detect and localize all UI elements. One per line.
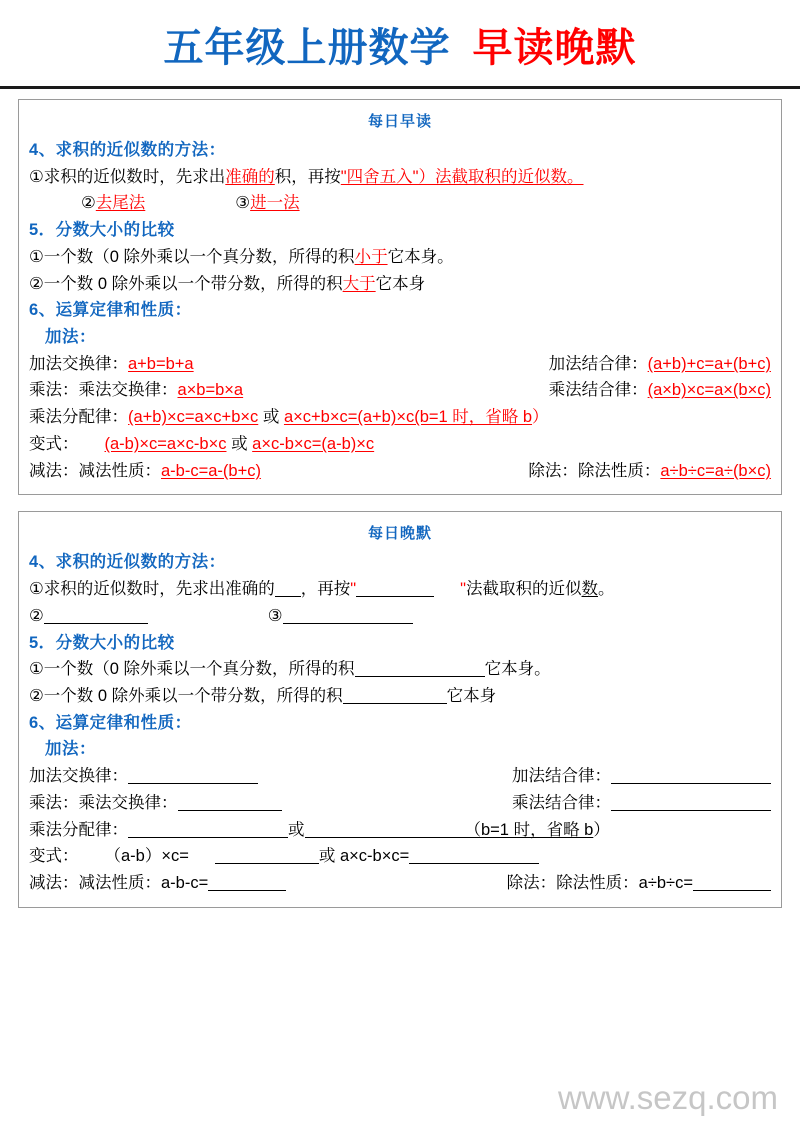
- morning-var-answer-1: (a-b)×c=a×c-b×c: [104, 434, 227, 453]
- morning-4-1-text-a: ①求积的近似数时，先求出: [29, 167, 226, 186]
- evening-heading-4: 4、求积的近似数的方法：: [29, 553, 226, 572]
- morning-mul-comm-label: 乘法：乘法交换律：: [29, 381, 178, 400]
- evening-addition-laws-row: [29, 763, 771, 790]
- morning-mul-distributive-row: [29, 404, 771, 431]
- evening-mul-distributive-row: [29, 817, 771, 844]
- morning-add-comm: [29, 351, 194, 378]
- morning-mul-comm-answer: a×b=b×a: [177, 381, 244, 400]
- evening-4-1-text-b: ，再按: [300, 580, 351, 599]
- morning-mul-assoc-answer: (a×b)×c=a×(b×c): [647, 381, 771, 400]
- evening-5-1-text-a: ①一个数（0 除外乘以一个真分数，所得的积: [29, 660, 355, 679]
- evening-add-assoc: [512, 763, 771, 790]
- morning-4-3-answer: 进一法: [250, 194, 300, 213]
- morning-mul-dist-answer-2: a×c+b×c=(a+b)×c(b=1 时，省略 b: [283, 408, 533, 427]
- morning-item-5-1: [29, 244, 771, 271]
- evening-div-blank[interactable]: [693, 873, 771, 891]
- evening-variant-row: [29, 843, 771, 870]
- morning-mul-dist-close: ）: [532, 408, 549, 427]
- morning-5-2-answer: 大于: [342, 274, 376, 293]
- evening-mul-comm-label: 乘法：乘法交换律：: [29, 793, 178, 812]
- evening-mul-dist-label: 乘法分配律：: [29, 820, 128, 839]
- morning-4-1-text-b: 积，再按: [274, 167, 341, 186]
- morning-subheading-addition: 加法：: [45, 328, 96, 347]
- evening-add-assoc-label: 加法结合律：: [512, 767, 611, 786]
- morning-sub-answer: a-b-c=a-(b+c): [161, 461, 261, 480]
- evening-mul-dist-note: （b=1 时，省略 b: [464, 820, 594, 839]
- morning-mul-assoc-label: 乘法结合律：: [548, 381, 648, 400]
- evening-mul-assoc-blank[interactable]: [611, 793, 771, 811]
- evening-4-2-blank[interactable]: [44, 606, 148, 624]
- morning-add-comm-label: 加法交换律：: [29, 354, 128, 373]
- morning-mul-dist-answer-1: (a+b)×c=a×c+b×c: [128, 408, 259, 427]
- evening-4-1-blank-2[interactable]: [356, 580, 434, 598]
- evening-add-comm: [29, 763, 258, 790]
- morning-add-assoc-label: 加法结合律：: [548, 354, 648, 373]
- evening-division: [507, 870, 771, 897]
- morning-sub-label: 减法：减法性质：: [29, 461, 161, 480]
- morning-heading-4: 4、求积的近似数的方法：: [29, 141, 226, 159]
- evening-5-1-blank[interactable]: [355, 660, 485, 678]
- morning-var-or: 或: [231, 434, 248, 453]
- evening-4-1-blank-1[interactable]: [275, 580, 301, 598]
- evening-item-4-23: [29, 603, 771, 630]
- evening-sub-blank[interactable]: [208, 873, 286, 891]
- evening-var-blank-2[interactable]: [409, 847, 539, 865]
- evening-multiplication-laws-row: [29, 790, 771, 817]
- morning-heading-5: 5．分数大小的比较: [29, 221, 175, 240]
- morning-item-5-2: [29, 271, 771, 298]
- morning-5-1-answer: 小于: [354, 247, 388, 266]
- evening-var-blank-1[interactable]: [215, 847, 319, 865]
- evening-var-expr-1: （a-b）×c=: [104, 847, 189, 866]
- evening-4-2-marker: ②: [29, 606, 44, 625]
- evening-mul-dist-blank-1[interactable]: [128, 820, 288, 838]
- site-watermark: www.sezq.com: [557, 1079, 778, 1116]
- morning-add-comm-answer: a+b=b+a: [128, 354, 194, 373]
- morning-div-answer: a÷b÷c=a÷(b×c): [660, 461, 771, 480]
- evening-add-comm-blank[interactable]: [128, 767, 258, 785]
- evening-mul-assoc: [512, 790, 771, 817]
- evening-var-label: 变式：: [29, 847, 79, 866]
- evening-4-1-quote-open: ": [350, 580, 357, 599]
- morning-subtraction: [29, 458, 261, 485]
- evening-4-1-text-d: 数: [581, 580, 599, 599]
- morning-mul-dist-label: 乘法分配律：: [29, 408, 128, 427]
- morning-mul-dist-or: 或: [262, 408, 280, 427]
- evening-subtraction: [29, 870, 286, 897]
- morning-var-answer-2: a×c-b×c=(a-b)×c: [252, 434, 375, 453]
- morning-5-2-text-b: 它本身: [375, 274, 426, 293]
- morning-item-4-1: [29, 164, 771, 191]
- page-title-accent: 早读晚默: [472, 26, 637, 70]
- morning-item-4-23: [29, 190, 771, 217]
- morning-box-title: 每日早读: [367, 113, 432, 130]
- evening-subtraction-division-row: [29, 870, 771, 897]
- morning-mul-comm: [29, 377, 243, 404]
- morning-5-1-text-b: 它本身。: [387, 247, 454, 266]
- evening-mul-comm: [29, 790, 282, 817]
- evening-mul-dist-or: 或: [288, 820, 305, 839]
- evening-item-4-1: [29, 576, 771, 603]
- morning-4-1-answer-1: 准确的: [225, 167, 275, 186]
- morning-mul-assoc: [549, 377, 771, 404]
- morning-add-assoc: [549, 351, 771, 378]
- morning-variant-row: [29, 431, 771, 458]
- morning-heading-6: 6、运算定律和性质：: [29, 301, 192, 320]
- morning-5-2-text-a: ②一个数 0 除外乘以一个带分数，所得的积: [29, 274, 343, 293]
- evening-4-3-blank[interactable]: [283, 606, 413, 624]
- morning-reading-box: [18, 99, 782, 495]
- morning-5-1-text-a: ①一个数（0 除外乘以一个真分数，所得的积: [29, 247, 355, 266]
- evening-4-3-marker: ③: [267, 606, 283, 625]
- evening-item-5-1: [29, 656, 771, 683]
- title-divider: [0, 86, 800, 89]
- evening-4-1-text-c: 法截取积的近似: [466, 580, 582, 599]
- evening-add-comm-label: 加法交换律：: [29, 767, 128, 786]
- evening-heading-6: 6、运算定律和性质：: [29, 713, 192, 732]
- page-title: [0, 0, 800, 74]
- evening-5-1-text-b: 它本身。: [484, 660, 551, 679]
- morning-var-label: 变式：: [29, 434, 79, 453]
- evening-box-title: 每日晚默: [367, 525, 432, 543]
- evening-mul-dist-close: ）: [593, 820, 610, 839]
- morning-multiplication-laws-row: [29, 377, 771, 404]
- evening-item-5-2: [29, 683, 771, 710]
- morning-4-2-marker: ②: [81, 194, 96, 213]
- evening-subheading-addition: 加法：: [45, 740, 96, 759]
- morning-4-1-answer-2: "四舍五入"）法截取积的近似数。: [340, 167, 584, 186]
- morning-division: [528, 458, 771, 485]
- evening-4-1-quote-close: ": [460, 580, 467, 599]
- evening-sub-label: 减法：减法性质：a-b-c=: [29, 873, 209, 892]
- evening-div-label: 除法：除法性质：a÷b÷c=: [506, 873, 693, 892]
- evening-mul-assoc-label: 乘法结合律：: [512, 793, 611, 812]
- evening-5-2-text-a: ②一个数 0 除外乘以一个带分数，所得的积: [29, 686, 343, 705]
- evening-dictation-box: [18, 511, 782, 907]
- evening-5-2-blank[interactable]: [343, 686, 447, 704]
- evening-4-1-text-a: ①求积的近似数时，先求出准确的: [29, 580, 275, 599]
- morning-subtraction-division-row: [29, 458, 771, 485]
- morning-add-assoc-answer: (a+b)+c=a+(b+c): [647, 354, 771, 373]
- morning-4-2-answer: 去尾法: [95, 194, 146, 213]
- evening-add-assoc-blank[interactable]: [611, 767, 771, 785]
- evening-4-1-text-e: 。: [598, 580, 615, 599]
- page-title-main: 五年级上册数学: [163, 26, 451, 70]
- evening-mul-dist-blank-2[interactable]: [305, 820, 465, 838]
- morning-div-label: 除法：除法性质：: [528, 461, 661, 480]
- evening-var-or: 或 a×c-b×c=: [318, 847, 410, 866]
- evening-5-2-text-b: 它本身: [446, 686, 497, 705]
- morning-addition-laws-row: [29, 351, 771, 378]
- evening-mul-comm-blank[interactable]: [178, 793, 282, 811]
- evening-heading-5: 5．分数大小的比较: [29, 633, 175, 652]
- morning-4-3-marker: ③: [235, 194, 251, 213]
